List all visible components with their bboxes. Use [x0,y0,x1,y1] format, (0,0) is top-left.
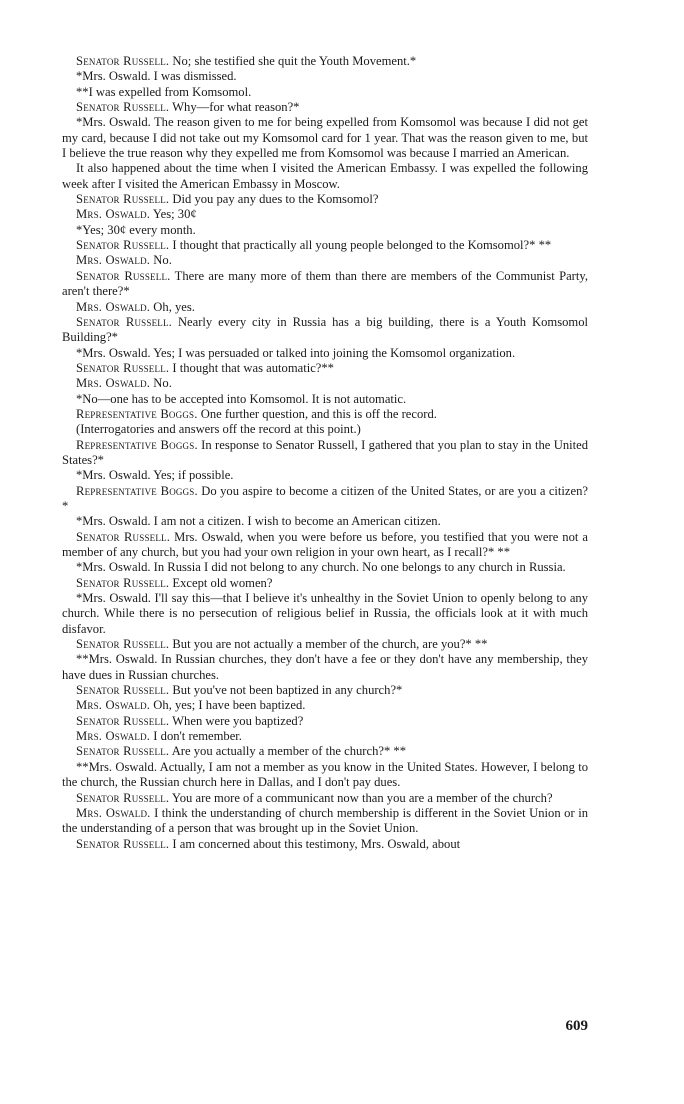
testimony-paragraph [62,637,588,652]
testimony-paragraph [62,438,588,469]
paragraph-text: *Mrs. Oswald. Yes; if possible. [76,468,234,483]
paragraph-text: Except old women? [169,575,273,590]
paragraph-text: (Interrogatories and answers off the record at this point.) [76,422,361,437]
testimony-paragraph [62,652,588,683]
page-number: 609 [565,1018,588,1034]
testimony-paragraph [62,300,588,315]
testimony-paragraph [62,591,588,637]
paragraph-text: *Mrs. Oswald. I was dismissed. [76,69,237,84]
testimony-paragraph [62,85,588,100]
paragraph-text: One further question, and this is off the record. [197,406,437,421]
testimony-paragraph [62,69,588,84]
paragraph-text: You are more of a communicant now than you are a member of the church? [169,790,553,805]
speaker-name: Senator Russell. [76,238,170,253]
testimony-paragraph [62,760,588,791]
testimony-paragraph [62,361,588,376]
paragraph-text: Oh, yes. [150,299,195,314]
speaker-name: Senator Russell. [76,268,171,283]
paragraph-text: Do you aspire to become a citizen of the United States, or are you a citizen?* [62,483,589,513]
paragraph-text: *No—one has to be accepted into Komsomol. It is not automatic. [76,391,407,406]
testimony-paragraph [62,729,588,744]
testimony-paragraph [62,484,588,515]
paragraph-text: But you are not actually a member of the church, are you?* ** [169,637,488,652]
testimony-paragraph [62,791,588,806]
speaker-name: Senator Russell. [76,790,170,805]
speaker-name: Senator Russell. [76,54,170,68]
testimony-paragraph [62,806,588,837]
speaker-name: Senator Russell. [76,192,170,207]
paragraph-text: No. [150,253,172,268]
testimony-paragraph [62,376,588,391]
paragraph-text: There are many more of them than there are members of the Communist Party, aren't there?* [62,268,588,299]
testimony-paragraph [62,576,588,591]
testimony-paragraph [62,315,588,346]
paragraph-text: Why—for what reason?* [169,100,300,115]
paragraph-text: **Mrs. Oswald. In Russian churches, they don't have a fee or they don't have any membership, they have dues in Russian churches. [62,652,588,682]
paragraph-text: Did you pay any dues to the Komsomol? [169,192,379,207]
paragraph-text: Nearly every city in Russia has a big building, there is a Youth Komsomol Building?* [62,314,588,345]
speaker-name: Senator Russell. [76,360,170,375]
paragraph-text: No. [150,376,172,391]
paragraph-text: *Mrs. Oswald. Yes; I was persuaded or talked into joining the Komsomol organization. [76,345,516,360]
speaker-name: Representative Boggs. [76,483,198,498]
testimony-text [62,54,588,852]
testimony-paragraph [62,837,588,852]
testimony-paragraph [62,744,588,759]
testimony-paragraph [62,253,588,268]
testimony-paragraph [62,54,588,69]
paragraph-text: **Mrs. Oswald. Actually, I am not a member as you know in the United States. However, I belong to the church, the Russian church here in Dallas, and I don't pay dues. [62,759,588,790]
testimony-paragraph [62,207,588,222]
testimony-paragraph [62,115,588,161]
testimony-paragraph [62,683,588,698]
testimony-paragraph [62,238,588,253]
speaker-name: Mrs. Oswald. [76,376,151,391]
speaker-name: Mrs. Oswald. [76,207,151,222]
paragraph-text: But you've not been baptized in any church?* [169,683,403,698]
paragraph-text: No; she testified she quit the Youth Movement.* [169,54,417,68]
testimony-paragraph [62,392,588,407]
paragraph-text: I thought that practically all young people belonged to the Komsomol?* ** [169,238,552,253]
speaker-name: Representative Boggs. [76,437,198,452]
testimony-paragraph [62,422,588,437]
paragraph-text: Oh, yes; I have been baptized. [150,698,306,713]
testimony-paragraph [62,468,588,483]
speaker-name: Senator Russell. [76,314,173,329]
paragraph-text: *Mrs. Oswald. I am not a citizen. I wish to become an American citizen. [76,514,441,529]
testimony-paragraph [62,560,588,575]
testimony-paragraph [62,407,588,422]
paragraph-text: *Mrs. Oswald. In Russia I did not belong to any church. No one belongs to any church in Russia. [76,560,566,575]
paragraph-text: In response to Senator Russell, I gathered that you plan to stay in the United States?* [62,437,589,467]
paragraph-text: Mrs. Oswald, when you were before us before, you testified that you were not a member of any church, but you had your own religion in your own heart, as I recall?* ** [62,529,588,559]
speaker-name: Senator Russell. [76,529,171,544]
testimony-paragraph [62,530,588,561]
speaker-name: Senator Russell. [76,683,170,698]
speaker-name: Senator Russell. [76,100,170,115]
paragraph-text: I don't remember. [150,729,242,744]
speaker-name: Senator Russell. [76,637,170,652]
speaker-name: Senator Russell. [76,713,170,728]
testimony-paragraph [62,698,588,713]
speaker-name: Mrs. Oswald. [76,805,151,820]
testimony-paragraph [62,514,588,529]
testimony-paragraph [62,346,588,361]
paragraph-text: I think the understanding of church membership is different in the Soviet Union or in the understanding of a person that was brought up in the Soviet Union. [62,805,588,836]
paragraph-text: I thought that was automatic?** [169,360,334,375]
speaker-name: Mrs. Oswald. [76,299,151,314]
speaker-name: Senator Russell. [76,836,170,851]
paragraph-text: When were you baptized? [169,713,304,728]
speaker-name: Senator Russell. [76,744,170,759]
testimony-paragraph [62,192,588,207]
speaker-name: Mrs. Oswald. [76,729,151,744]
paragraph-text: It also happened about the time when I visited the American Embassy. I was expelled the following week after I visited the American Embassy in Moscow. [62,161,588,191]
paragraph-text: Are you actually a member of the church?* ** [169,744,406,759]
testimony-paragraph [62,161,588,192]
testimony-paragraph [62,714,588,729]
paragraph-text: I am concerned about this testimony, Mrs. Oswald, about [169,836,461,851]
paragraph-text: Yes; 30¢ [150,207,197,222]
speaker-name: Mrs. Oswald. [76,253,151,268]
paragraph-text: **I was expelled from Komsomol. [76,84,252,99]
testimony-paragraph [62,223,588,238]
speaker-name: Senator Russell. [76,575,170,590]
paragraph-text: *Mrs. Oswald. The reason given to me for being expelled from Komsomol was because I did not get my card, because I did not take out my Komsomol card for 1 year. That was the reason given to me, but I believe the true reason why they expelled me from Komsomol was because I married an American. [62,115,588,161]
testimony-paragraph [62,100,588,115]
speaker-name: Representative Boggs. [76,406,198,421]
speaker-name: Mrs. Oswald. [76,698,151,713]
paragraph-text: *Mrs. Oswald. I'll say this—that I believe it's unhealthy in the Soviet Union to openly belong to any church. While there is no persecution of religious belief in Russia, the officials look at it with much disfavor. [62,591,588,636]
testimony-paragraph [62,269,588,300]
paragraph-text: *Yes; 30¢ every month. [76,222,196,237]
